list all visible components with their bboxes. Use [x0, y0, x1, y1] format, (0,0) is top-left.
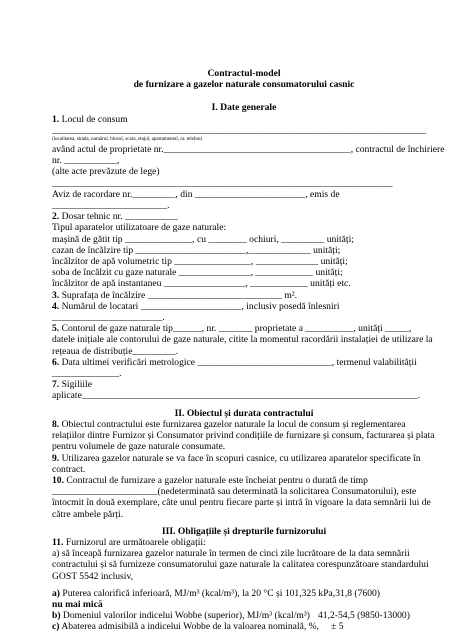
param-value: 31,8 (7600) [335, 587, 380, 599]
clause-text: Obiectul contractului este furnizarea gazelor naturale la locul de consum și reglementarea relațiilor dintre Furnizor și Consumator privind condițiile de furnizare și consum, facturarea și plata pentru volumele de gaze naturale consumate. [52, 418, 435, 453]
clause-text: Locul de consum [59, 113, 128, 125]
clause-number: 10. [52, 474, 64, 486]
doc-subtitle: de furnizare a gazelor naturale consumatorului casnic [133, 79, 355, 91]
param-letter: a) [52, 587, 60, 599]
param-value: 41,2-54,5 (9850-13000) [318, 610, 410, 622]
param-letter: b) [52, 610, 61, 622]
clause-text: Furnizorul are următoarele obligații: [63, 536, 206, 548]
param-row [52, 610, 436, 621]
clause-number: 4. [52, 300, 60, 312]
section-2-title: II. Obiectul și durata contractului [174, 407, 314, 419]
blank-line: ______________________________________________________________________________ [52, 124, 427, 136]
clause-11 [52, 537, 436, 548]
clause-number: 3. [52, 289, 60, 301]
clause-text: Suprafața de încălzire ____________________________ m². [59, 289, 298, 301]
param-row [52, 588, 436, 599]
clause-text: Dosar tehnic nr. ___________ [59, 211, 178, 223]
meter-initial-data: datele inițiale ale contorului de gaze naturale, citite la momentul racordării instalației de utilizare la rețeaua de distribuție_________. [52, 334, 433, 357]
clause-text: Utilizarea gazelor naturale se va face în scopuri casnice, cu utilizarea aparatelor specificate în contract. [52, 452, 421, 475]
appliance-types: Tipul aparatelor utilizatoare de gaze naturale: [52, 222, 227, 234]
blank-line: _______________________. [52, 312, 165, 324]
clause-number: 2. [52, 211, 60, 223]
clause-text: Sigiliile [59, 379, 92, 391]
clause-6 [52, 357, 436, 368]
blank-line: ______________. [52, 368, 122, 380]
clause-number: 7. [52, 379, 60, 391]
blank-line: _______________________________________________________________________ [52, 177, 393, 189]
clause-number: 8. [52, 418, 60, 430]
clause-text: Contorul de gaze naturale tip______, nr. _______ proprietate a __________, unități _____, [59, 323, 412, 335]
aviz-line: Aviz de racordare nr._________, din _______________________, emis de [52, 188, 340, 200]
clause-3 [52, 290, 436, 301]
clause-2 [52, 211, 436, 222]
clause-1 [52, 114, 436, 125]
appliance-line: încălzitor de apă volumetric tip ________________, _____________ unități; [52, 256, 348, 268]
owner-line: având actul de proprietate nr._______________________________________, contractul de închiriere [52, 144, 445, 156]
clause-number: 1. [52, 113, 60, 125]
section-1-title: I. Date generale [211, 102, 277, 114]
clause-10 [52, 475, 436, 520]
address-hint: (localitatea, strada, numărul, blocul, scara, etajul, apartamentul, nr. telefon) [52, 137, 203, 143]
clause-9 [52, 453, 436, 475]
clause-text: Data ultimei verificări metrologice ____________________________, termenul valabilității [59, 356, 417, 368]
seals-applied: aplicate______________________________________________________________________. [52, 390, 421, 402]
clause-number: 5. [52, 323, 60, 335]
appliance-line: mașină de gătit tip ______________, cu ________ ochiuri, _________ unități; [52, 233, 354, 245]
clause-8 [52, 419, 436, 453]
param-text: Abaterea admisibilă a indicelui Wobbe de la valoarea nominală, %, [59, 621, 320, 633]
clause-text: Contractul de furnizare a gazelor naturale este încheiat pentru o durată de timp ______________________(nedeterminată sau determinată la solicitarea Consumatorului), este întocmit în două exemplare, câte unul pentru fiecare parte și intră în vigoare la data semnării lui de către ambele părți. [52, 474, 431, 520]
clause-7 [52, 379, 436, 390]
blank-line: ________________________. [52, 200, 170, 212]
doc-title: Contractul-model [207, 68, 281, 79]
clause-4 [52, 301, 436, 312]
param-continuation: nu mai mică [52, 598, 103, 610]
clause-number: 11. [52, 536, 64, 548]
param-row [52, 621, 436, 632]
param-text: Puterea calorifică inferioară, MJ/m³ (kcal/m³), la 20 °C și 101,325 kPa, [60, 587, 336, 599]
clause-text: Numărul de locatari _____________________, inclusiv posedă înlesniri [59, 300, 340, 312]
section-3-title: III. Obligațiile și drepturile furnizorului [161, 525, 327, 537]
clause-11-a: a) să înceapă furnizarea gazelor naturale în termen de cinci zile lucrătoare de la data semnării contractului și să furnizeze consumatorului gaze naturale la calitatea corespunzătoare standardului GOST 5542 inclusiv, [52, 548, 429, 582]
contract-body [52, 68, 445, 633]
param-text: Domeniul valorilor indicelui Wobbe (superior), MJ/m³ (kcal/m³) [60, 610, 310, 622]
param-value: ± 5 [331, 621, 344, 633]
appliance-line: încălzitor de apă instantaneu _________________, ____________ unități etc. [52, 278, 351, 290]
appliance-line: cazan de încălzire tip _______________________,_____________ unități; [52, 244, 341, 256]
clause-5 [52, 323, 436, 334]
nr-line: nr. ___________, [52, 155, 120, 167]
clause-number: 6. [52, 356, 60, 368]
alt-acts: (alte acte prevăzute de lege) [52, 166, 160, 178]
param-letter: c) [52, 621, 60, 633]
appliance-line: soba de încălzit cu gaze naturale _______________, ____________ unități; [52, 267, 343, 279]
clause-number: 9. [52, 452, 60, 464]
